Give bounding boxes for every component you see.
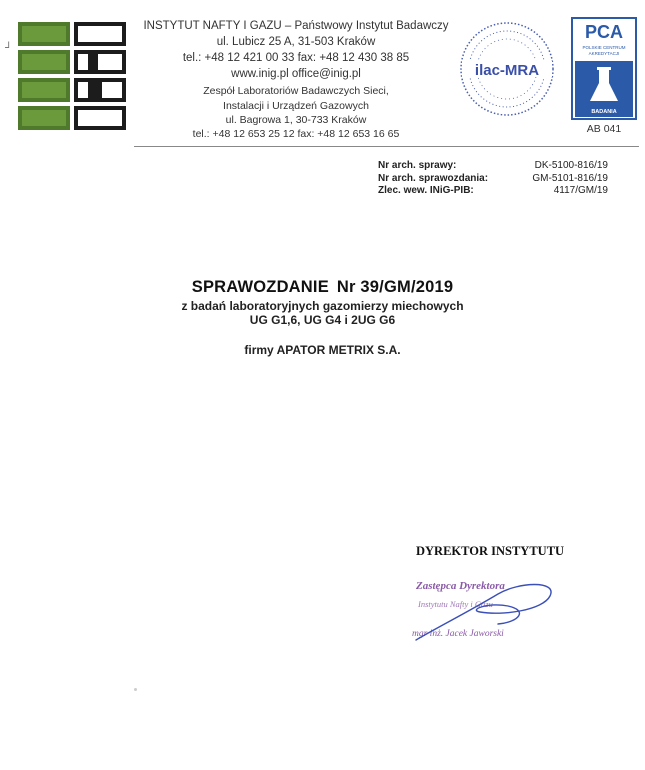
institute-address: ul. Lubicz 25 A, 31-503 Kraków: [216, 36, 376, 48]
ilac-mra-text: ilac-MRA: [474, 62, 540, 79]
team-name-line1: Zespół Laboratoriów Badawczych Sieci,: [203, 85, 389, 97]
archive-value: DK-5100-816/19: [534, 160, 608, 171]
institute-header: [141, 18, 451, 141]
pca-logo: [571, 17, 637, 120]
institute-name: INSTYTUT NAFTY I GAZU – Państwowy Instytut Badawczy: [143, 20, 449, 32]
inig-logo: [18, 22, 130, 134]
archive-label: Nr arch. sprawy:: [378, 160, 457, 171]
archive-references: [378, 160, 608, 198]
archive-row: [378, 185, 608, 198]
institute-web-email: www.inig.pl office@inig.pl: [231, 68, 361, 80]
pca-badge-text: BADANIA: [591, 109, 617, 115]
institute-phone-fax: tel.: +48 12 421 00 33 fax: +48 12 430 38 85: [182, 52, 410, 64]
report-title-word: SPRAWOZDANIE: [191, 278, 329, 296]
stamp-name: mgr inż. Jacek Jaworski: [412, 629, 504, 639]
archive-label: Zlec. wew. INiG-PIB:: [378, 185, 474, 196]
archive-value: GM-5101-816/19: [532, 172, 608, 184]
accreditation-number: AB 041: [586, 123, 622, 135]
report-number: Nr 39/GM/2019: [336, 278, 454, 296]
pca-subtitle-2: AKREDYTACJI: [588, 51, 620, 56]
archive-row: [378, 160, 608, 173]
archive-label: Nr arch. sprawozdania:: [378, 172, 489, 184]
report-title: [0, 278, 645, 297]
stamp-line2: Instytutu Nafty i Gazu: [418, 599, 493, 609]
report-subtitle-line1: z badań laboratoryjnych gazomierzy miechowych: [181, 299, 464, 313]
pca-title: PCA: [584, 22, 624, 42]
stamp-line1: Zastępca Dyrektora: [416, 580, 505, 592]
header-divider: [134, 146, 639, 147]
margin-mark: ⅃: [5, 40, 11, 50]
pca-subtitle-1: POLSKIE CENTRUM: [582, 45, 626, 50]
archive-row: [378, 173, 608, 186]
report-title-block: [0, 278, 645, 357]
team-phone-fax: tel.: +48 12 653 25 12 fax: +48 12 653 16 65: [192, 127, 400, 140]
scan-speck: [134, 688, 137, 691]
report-firm: firmy APATOR METRIX S.A.: [244, 343, 401, 357]
team-name-line2: Instalacji i Urządzeń Gazowych: [223, 99, 369, 112]
team-address: ul. Bagrowa 1, 30-733 Kraków: [225, 113, 367, 126]
report-subtitle-line2: UG G1,6, UG G4 i 2UG G6: [249, 313, 396, 327]
archive-value: 4117/GM/19: [553, 185, 608, 196]
director-role: DYREKTOR INSTYTUTU: [416, 544, 565, 558]
ilac-mra-logo: [458, 20, 556, 118]
signature-stamp: [408, 572, 568, 652]
